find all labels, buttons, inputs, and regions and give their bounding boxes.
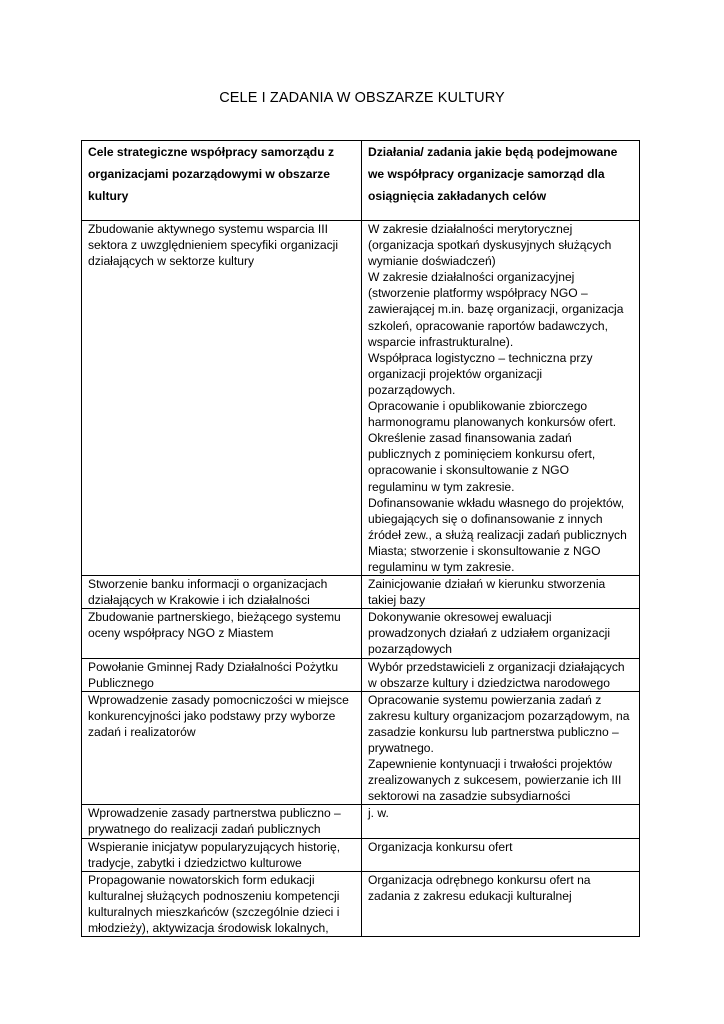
cell-text-line: kultury	[88, 189, 129, 203]
cell-text-line: W zakresie działalności merytorycznej	[368, 222, 573, 236]
cell-text-line: ubiegających się o dofinansowanie z innych	[368, 511, 603, 526]
goal-cell	[82, 609, 362, 658]
cell-text-line: opracowanie i skonsultowanie z NGO	[368, 463, 569, 478]
cell-text-line: Wybór przedstawicieli z organizacji działających	[368, 659, 625, 674]
cell-text-line: Powołanie Gminnej Rady Działalności Pożytku	[88, 659, 339, 674]
cell-text-line: Zbudowanie partnerskiego, bieżącego systemu	[88, 610, 341, 625]
cell-text-line: działających w sektorze kultury	[88, 254, 255, 269]
cell-text-line: w obszarze kultury i dziedzictwa narodowego	[368, 675, 610, 690]
cell-text-line: Współpraca logistyczno – techniczna przy	[368, 350, 593, 365]
header-col-goals	[82, 141, 362, 221]
cell-text-line: (stworzenie platformy współpracy NGO –	[368, 286, 588, 301]
goal-cell	[82, 871, 362, 936]
cell-text-line: zakresu kultury organizacjom pozarządowym, na	[368, 708, 630, 723]
table-row	[82, 658, 640, 691]
cell-text-line: Organizacja konkursu ofert	[368, 839, 513, 854]
cell-text-line: zasadzie konkursu lub partnerstwa publiczno –	[368, 724, 619, 739]
cell-text-line: Zapewnienie kontynuacji i trwałości projektów	[368, 757, 613, 772]
document-title: CELE I ZADANIA W OBSZARZE KULTURY	[219, 90, 505, 106]
cell-text-line: regulaminu w tym zakresie.	[368, 479, 515, 494]
goal-cell	[82, 221, 362, 576]
table-row	[82, 691, 640, 805]
table-row	[82, 805, 640, 838]
cell-text-line: zawierającej m.in. bazę organizacji, organizacja	[368, 302, 624, 317]
cell-text-line: szkoleń, opracowanie raportów badawczych,	[368, 318, 608, 333]
cell-text-line: sektora z uwzględnieniem specyfiki organizacji	[88, 238, 339, 253]
table-row	[82, 221, 640, 576]
cell-text-line: oceny współpracy NGO z Miastem	[88, 626, 274, 641]
cell-text-line: wsparcie infrastrukturalne).	[368, 334, 514, 349]
goals-table	[81, 140, 640, 937]
cell-text-line: Opracowanie i opublikowanie zbiorczego	[368, 399, 588, 414]
cell-text-line: Zbudowanie aktywnego systemu wsparcia III	[88, 222, 328, 236]
action-cell	[362, 805, 640, 838]
cell-text-line: takiej bazy	[368, 593, 426, 608]
goal-cell	[82, 576, 362, 609]
cell-text-line: pozarządowych	[368, 642, 453, 657]
cell-text-line: Zainicjowanie działań w kierunku stworzenia	[368, 577, 606, 592]
cell-text-line: pozarządowych.	[368, 382, 456, 397]
cell-text-line: Działania/ zadania jakie będą podejmowane	[368, 145, 618, 159]
table-row	[82, 838, 640, 871]
action-cell	[362, 609, 640, 658]
header-col-actions	[362, 141, 640, 221]
cell-text-line: konkurencyjności jako podstawy przy wyborze	[88, 708, 336, 723]
cell-text-line: kulturalnej służących podnoszeniu kompetencji	[88, 888, 340, 903]
cell-text-line: zadania z zakresu edukacji kulturalnej	[368, 888, 572, 903]
cell-text-line: Wspieranie inicjatyw popularyzujących historię,	[88, 839, 341, 854]
action-cell	[362, 221, 640, 576]
action-cell	[362, 691, 640, 805]
cell-text-line: osiągnięcia zakładanych celów	[368, 189, 547, 203]
cell-text-line: prywatnego.	[368, 741, 434, 755]
action-cell	[362, 576, 640, 609]
cell-text-line: regulaminu w tym zakresie.	[368, 559, 515, 574]
cell-text-line: Dofinansowanie wkładu własnego do projektów,	[368, 495, 625, 510]
action-cell	[362, 838, 640, 871]
cell-text-line: j. w.	[368, 806, 389, 821]
cell-text-line: Wprowadzenie zasady pomocniczości w miejsce	[88, 692, 349, 707]
cell-text-line: publicznych z pominięciem konkursu ofert,	[368, 447, 596, 462]
cell-text-line: Określenie zasad finansowania zadań	[368, 431, 572, 446]
cell-text-line: działających w Krakowie i ich działalności	[88, 593, 310, 608]
goal-cell	[82, 691, 362, 805]
cell-text-line: we współpracy organizacje samorząd dla	[368, 167, 605, 181]
table-row	[82, 609, 640, 658]
action-cell	[362, 658, 640, 691]
cell-text-line: Propagowanie nowatorskich form edukacji	[88, 872, 315, 887]
table-header-row	[82, 141, 640, 221]
goal-cell	[82, 838, 362, 871]
goal-cell	[82, 805, 362, 838]
cell-text-line: źródeł zew., a służą realizacji zadań publicznych	[368, 527, 627, 542]
cell-text-line: Publicznego	[88, 675, 154, 690]
cell-text-line: Dokonywanie okresowej ewaluacji	[368, 610, 552, 625]
cell-text-line: zrealizowanych z sukcesem, powierzanie ich III	[368, 773, 622, 788]
cell-text-line: Cele strategiczne współpracy samorządu z	[88, 145, 334, 159]
cell-text-line: młodzieży), aktywizacja środowisk lokalnych,	[88, 921, 329, 936]
cell-text-line: prowadzonych działań z udziałem organizacji	[368, 626, 611, 641]
cell-text-line: Organizacja odrębnego konkursu ofert na	[368, 872, 591, 887]
cell-text-line: wymianie doświadczeń)	[368, 254, 496, 269]
cell-text-line: W zakresie działalności organizacyjnej	[368, 270, 575, 285]
cell-text-line: organizacjami pozarządowymi w obszarze	[88, 167, 330, 181]
cell-text-line: organizacji projektów organizacji	[368, 366, 543, 381]
cell-text-line: prywatnego do realizacji zadań publicznych	[88, 822, 321, 837]
cell-text-line: zadań i realizatorów	[88, 724, 196, 739]
cell-text-line: kulturalnych mieszkańców (szczególnie dzieci i	[88, 904, 340, 919]
cell-text-line: Wprowadzenie zasady partnerstwa publiczno –	[88, 806, 341, 821]
goal-cell	[82, 658, 362, 691]
cell-text-line: Miasta; stworzenie i skonsultowanie z NGO	[368, 543, 601, 558]
cell-text-line: harmonogramu planowanych konkursów ofert.	[368, 415, 617, 430]
cell-text-line: sektorowi na zasadzie subsydiarności	[368, 789, 571, 804]
table-row	[82, 576, 640, 609]
cell-text-line: (organizacja spotkań dyskusyjnych służących	[368, 238, 612, 253]
cell-text-line: Opracowanie systemu powierzania zadań z	[368, 692, 602, 707]
table-row	[82, 871, 640, 936]
cell-text-line: Stworzenie banku informacji o organizacjach	[88, 577, 328, 592]
cell-text-line: tradycje, zabytki i dziedzictwo kulturowe	[88, 855, 302, 870]
action-cell	[362, 871, 640, 936]
